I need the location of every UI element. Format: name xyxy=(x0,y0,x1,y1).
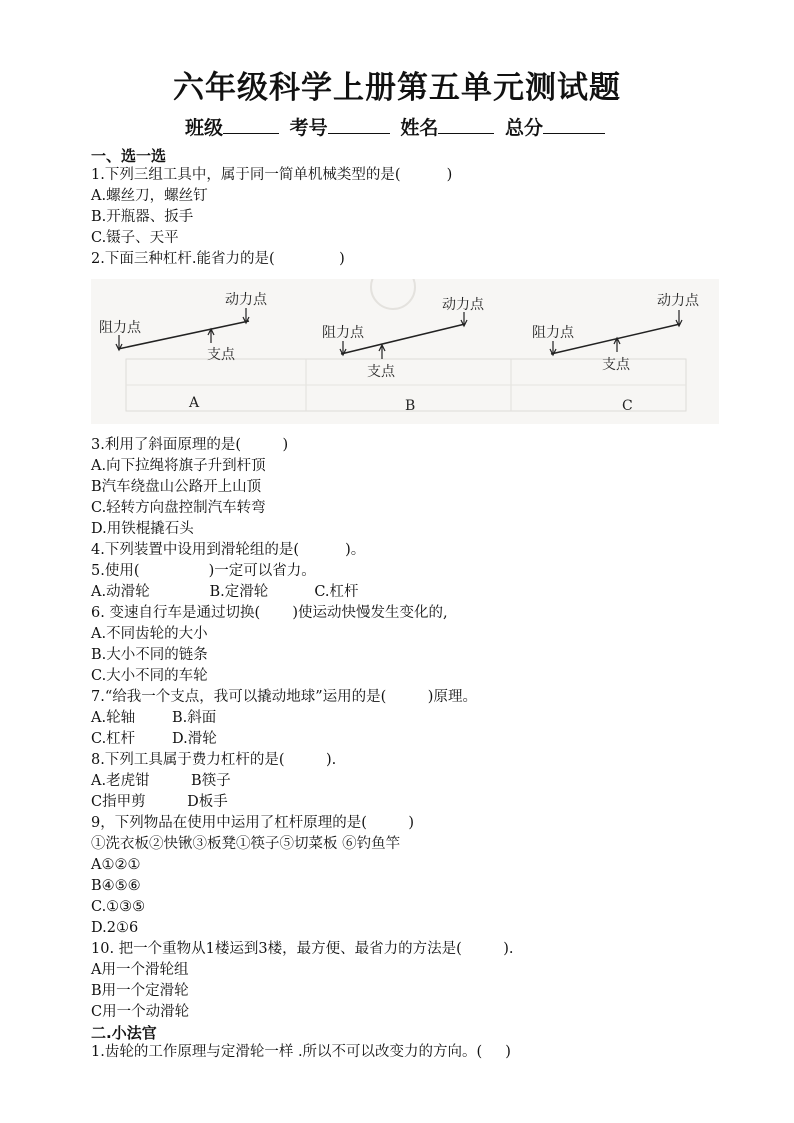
option-text: B④⑤⑥ xyxy=(91,878,141,894)
effort-label: 动力点 xyxy=(442,297,484,313)
option-text: B.开瓶器、扳手 xyxy=(91,209,194,225)
question-text: 6. 变速自行车是通过切换( )使运动快慢发生变化的, xyxy=(91,605,448,621)
page-title: 六年级科学上册第五单元测试题 xyxy=(173,70,621,106)
load-label: 阻力点 xyxy=(322,325,364,341)
lever-a xyxy=(99,291,268,411)
option-text: A.动滑轮 B.定滑轮 C.杠杆 xyxy=(91,584,359,600)
exam-no-blank[interactable] xyxy=(328,115,390,134)
option-text: C指甲剪 D板手 xyxy=(91,794,228,810)
question-text: 7.“给我一个支点，我可以撬动地球”运用的是( )原理。 xyxy=(91,689,477,705)
exam-no-label: 考号 xyxy=(289,117,328,139)
score-label: 总分 xyxy=(504,117,543,139)
question-text: 1.齿轮的工作原理与定滑轮一样 .所以不可以改变力的方向。( ) xyxy=(91,1044,511,1060)
option-text: C.①③⑤ xyxy=(91,899,146,915)
name-blank[interactable] xyxy=(438,115,494,134)
option-text: C用一个动滑轮 xyxy=(91,1004,190,1020)
option-text: A.轮轴 B.斜面 xyxy=(91,710,217,726)
question-text: 4.下列装置中设用到滑轮组的是( )。 xyxy=(91,542,366,558)
option-text: C.大小不同的车轮 xyxy=(91,668,208,684)
option-text: D.用铁棍撬石头 xyxy=(91,521,194,537)
section-heading-judge: 二.小法官 xyxy=(91,1024,157,1042)
class-label: 班级 xyxy=(185,117,224,139)
fulcrum-label: 支点 xyxy=(602,357,630,373)
items-list-text: ①洗衣板②快锹③板凳①筷子⑤切菜板 ⑥钓鱼竿 xyxy=(91,836,401,852)
section-heading-choice: 一、选一选 xyxy=(91,147,167,165)
option-text: C.轻转方向盘控制汽车转弯 xyxy=(91,500,266,516)
option-text: A.螺丝刀，螺丝钉 xyxy=(91,188,208,204)
lever-b xyxy=(322,296,485,414)
option-text: B汽车绕盘山公路开上山顶 xyxy=(91,479,262,495)
load-label: 阻力点 xyxy=(99,320,141,336)
option-text: A①②① xyxy=(91,857,141,873)
student-info-row xyxy=(0,113,794,140)
question-text: 1.下列三组工具中，属于同一简单机械类型的是( ) xyxy=(91,167,453,183)
option-text: D.2①6 xyxy=(91,920,139,936)
option-label-b: B xyxy=(405,398,416,414)
load-label: 阻力点 xyxy=(532,325,574,341)
lever-c xyxy=(532,292,700,414)
score-blank[interactable] xyxy=(543,115,605,134)
class-blank[interactable] xyxy=(223,115,279,134)
option-text: A.不同齿轮的大小 xyxy=(91,626,208,642)
fulcrum-label: 支点 xyxy=(207,347,235,363)
fulcrum-label: 支点 xyxy=(367,364,395,380)
question-text: 10. 把一个重物从1楼运到3楼，最方便、最省力的方法是( ). xyxy=(91,941,514,957)
question-text: 9，下列物品在使用中运用了杠杆原理的是( ) xyxy=(91,815,415,831)
question-text: 8.下列工具属于费力杠杆的是( ). xyxy=(91,752,337,768)
option-text: B.大小不同的链条 xyxy=(91,647,208,663)
name-label: 姓名 xyxy=(400,117,439,139)
option-text: A用一个滑轮组 xyxy=(91,962,189,978)
question-text: 2.下面三种杠杆.能省力的是( ) xyxy=(91,251,345,267)
question-text: 5.使用( )一定可以省力。 xyxy=(91,563,316,579)
effort-label: 动力点 xyxy=(225,292,267,308)
option-label-a: A xyxy=(189,395,200,411)
option-label-c: C xyxy=(622,398,633,414)
option-text: C.杠杆 D.滑轮 xyxy=(91,731,217,747)
option-text: B用一个定滑轮 xyxy=(91,983,189,999)
effort-label: 动力点 xyxy=(657,293,699,309)
option-text: A.向下拉绳将旗子升到杆顶 xyxy=(91,458,266,474)
option-text: A.老虎钳 B筷子 xyxy=(91,773,231,789)
lever-diagram xyxy=(91,279,719,424)
option-text: C.镊子、天平 xyxy=(91,230,179,246)
question-text: 3.利用了斜面原理的是( ) xyxy=(91,437,289,453)
